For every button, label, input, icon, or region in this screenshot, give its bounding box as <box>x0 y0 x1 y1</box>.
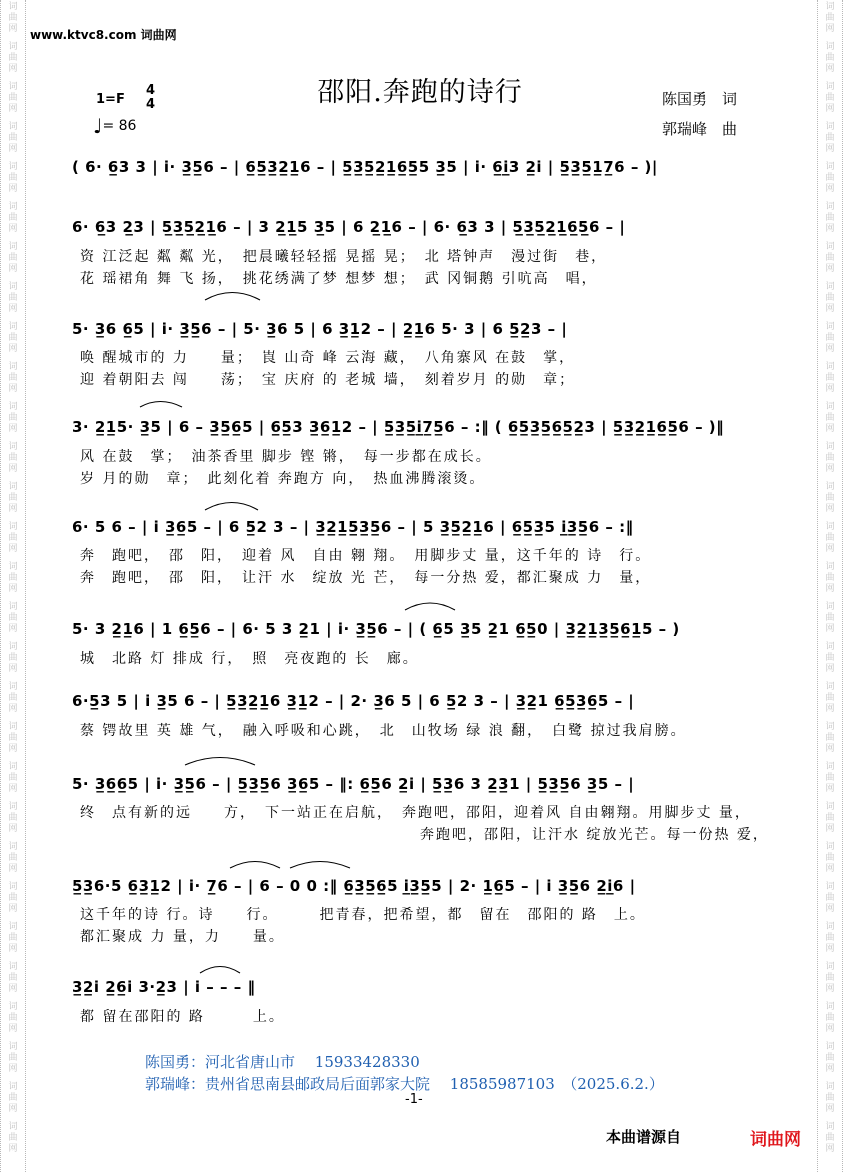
song-title: 邵阳.奔跑的诗行 <box>317 77 523 108</box>
lyric-line-11: 终 点有新的远 方， 下一站正在启航， 奔跑吧，邵阳，迎着风 自由翱翔。用脚步丈 量， <box>80 805 751 821</box>
score-line-9: 5̲3̲6·5 6̲3̲1̲2 | i· 7̲6 – | 6 – 0 0 :‖ 6̲3̲5̲6̲5 i̲3̲5̲5 | 2· 1̲6̲5 – | i 3̲5̲6 2̲i̲6 | <box>72 877 636 895</box>
lyricist-credit: 陈国勇 词 <box>662 90 738 108</box>
watermark-text: 词 曲 网 <box>8 2 18 34</box>
lyric-line-12: 奔跑吧，邵阳，让汗水 绽放光芒。每一份热 爱， <box>420 827 769 843</box>
watermark-text: 词 曲 网 <box>825 882 835 914</box>
watermark-text: 词 曲 网 <box>8 322 18 354</box>
watermark-text: 词 曲 网 <box>825 202 835 234</box>
watermark-text: 词 曲 网 <box>825 562 835 594</box>
watermark-text: 词 曲 网 <box>825 1042 835 1074</box>
watermark-text: 词 曲 网 <box>8 1002 18 1034</box>
watermark-text: 词 曲 网 <box>8 802 18 834</box>
watermark-text: 词 曲 网 <box>8 682 18 714</box>
watermark-text: 词 曲 网 <box>8 122 18 154</box>
watermark-text: 词 曲 网 <box>825 322 835 354</box>
source-label: 本曲谱源自 <box>606 1128 682 1146</box>
watermark-text: 词 曲 网 <box>8 82 18 114</box>
watermark-text: 词 曲 网 <box>825 42 835 74</box>
watermark-text: 词 曲 网 <box>8 162 18 194</box>
watermark-text: 词 曲 网 <box>8 42 18 74</box>
watermark-text: 词 曲 网 <box>8 282 18 314</box>
watermark-text: 词 曲 网 <box>825 962 835 994</box>
watermark-text: 词 曲 网 <box>825 642 835 674</box>
site-url[interactable]: www.ktvc8.com 词曲网 <box>30 28 177 42</box>
watermark-text: 词 曲 网 <box>8 602 18 634</box>
watermark-text: 词 曲 网 <box>8 362 18 394</box>
watermark-text: 词 曲 网 <box>825 482 835 514</box>
meter-top: 4 <box>146 83 156 98</box>
watermark-text: 词 曲 网 <box>825 1082 835 1114</box>
watermark-text: 词 曲 网 <box>825 922 835 954</box>
watermark-text: 词 曲 网 <box>825 1122 835 1154</box>
watermark-text: 词 曲 网 <box>8 522 18 554</box>
watermark-text: 词 曲 网 <box>825 842 835 874</box>
watermark-text: 词 曲 网 <box>8 402 18 434</box>
lyric-line-10: 蔡 锷故里 英 雄 气， 融入呼吸和心跳， 北 山牧场 绿 浪 翻， 白鹭 掠过我肩膀。 <box>80 723 687 739</box>
lyric-line-14: 都汇聚成 力 量，力 量。 <box>80 929 285 945</box>
lyric-line-6: 岁 月的勋 章； 此刻化着 奔跑方 向， 热血沸腾滚烫。 <box>80 471 486 487</box>
watermark-text: 词 曲 网 <box>825 522 835 554</box>
lyric-line-5: 风 在鼓 掌； 油茶香里 脚步 铿 锵， 每一步都在成长。 <box>80 449 492 465</box>
watermark-text: 词 曲 网 <box>8 1082 18 1114</box>
watermark-text: 词 曲 网 <box>8 242 18 274</box>
tempo-value: = 86 <box>102 118 137 134</box>
watermark-text: 词 曲 网 <box>825 802 835 834</box>
watermark-text: 词 曲 网 <box>825 162 835 194</box>
composer-credit: 郭瑞峰 曲 <box>662 120 738 138</box>
score-line-4: 3· 2̲1̲5· 3̲5 | 6 – 3̲5̲6̲5 | 6̲5̲3 3̲6̲1̲2 – | 5̲3̲5̲i̲7̲5̲6 – :‖ ( 6̲5̲3̲5̲6̲5̲2̲3 | 5̲3̲2̲1̲6̲5̲6 – )‖ <box>72 418 725 436</box>
lyric-line-4: 迎 着朝阳去 闯 荡； 宝 庆府 的 老城 墙， 刻着岁月 的勋 章； <box>80 372 576 388</box>
lyric-line-2: 花 瑶裙角 舞 飞 扬， 挑花绣满了梦 想梦 想； 武 冈铜鹅 引吭高 唱， <box>80 271 598 287</box>
score-line-2: 6· 6̲3 2̲3 | 5̲3̲5̲2̲1̲6 – | 3 2̲1̲5 3̲5 | 6 2̲1̲6 – | 6· 6̲3 3 | 5̲3̲5̲2̲1̲6̲5̲6 – | <box>72 218 626 236</box>
lyricist-contact: 陈国勇：河北省唐山市 15933428330 <box>145 1053 420 1071</box>
watermark-text: 词 曲 网 <box>8 482 18 514</box>
page-number: -1- <box>405 1092 423 1107</box>
watermark-text: 词 曲 网 <box>8 1122 18 1154</box>
score-line-1: ( 6· 6̲3 3 | i· 3̲5̲6 – | 6̲5̲3̲2̲1̲6 – | 5̲3̲5̲2̲1̲6̲5̲5 3̲5 | i· 6̲i̲3 2̲i | 5̲3̲5̲1̲7̲6 – )| <box>72 158 658 176</box>
lyric-line-13: 这千年的诗 行。诗 行。 把青春，把希望，都 留在 邵阳的 路 上。 <box>80 907 646 923</box>
watermark-text: 词 曲 网 <box>825 402 835 434</box>
watermark-text: 词 曲 网 <box>825 282 835 314</box>
watermark-text: 词 曲 网 <box>825 602 835 634</box>
watermark-text: 词 曲 网 <box>8 442 18 474</box>
watermark-text: 词 曲 网 <box>825 722 835 754</box>
lyric-line-8: 奔 跑吧， 邵 阳， 让汗 水 绽放 光 芒， 每一分热 爱，都汇聚成 力 量， <box>80 570 652 586</box>
watermark-text: 词 曲 网 <box>825 762 835 794</box>
lyric-line-9: 城 北路 灯 排成 行， 照 亮夜跑的 长 廊。 <box>80 651 419 667</box>
watermark-text: 词 曲 网 <box>825 442 835 474</box>
lyric-line-3: 唤 醒城市的 力 量； 崀 山奇 峰 云海 藏， 八角寨风 在鼓 掌， <box>80 350 576 366</box>
watermark-text: 词 曲 网 <box>825 122 835 154</box>
watermark-text: 词 曲 网 <box>8 722 18 754</box>
score-line-8: 5· 3̲6̲6̲5 | i· 3̲5̲6 – | 5̲3̲5̲6 3̲6̲5 – ‖: 6̲5̲6 2̲i | 5̲3̲6 3 2̲3̲1 | 5̲3̲5̲6 3̲5 – | <box>72 775 635 793</box>
watermark-text: 词 曲 网 <box>825 82 835 114</box>
score-line-7: 6·5̲3 5 | i 3̲5 6 – | 5̲3̲2̲1̲6 3̲1̲2 – | 2· 3̲6 5 | 6 5̲2 3 – | 3̲2̲1 6̲5̲3̲6̲5 – | <box>72 692 635 710</box>
watermark-text: 词 曲 网 <box>825 2 835 34</box>
score-line-3: 5· 3̲6 6̲5 | i· 3̲5̲6 – | 5· 3̲6 5 | 6 3̲1̲2 – | 2̲1̲6 5· 3 | 6 5̲2̲3 – | <box>72 320 568 338</box>
score-line-6: 5· 3 2̲1̲6 | 1 6̲5̲6 – | 6· 5 3 2̲1 | i· 3̲5̲6 – | ( 6̲5 3̲5 2̲1 6̲5̲0 | 3̲2̲1̲3̲5̲6̲1̲5 – ) <box>72 620 680 638</box>
lyric-line-1: 资 江泛起 粼 粼 光， 把晨曦轻轻摇 晃摇 晃； 北 塔钟声 漫过街 巷， <box>80 249 608 265</box>
lyric-line-7: 奔 跑吧， 邵 阳， 迎着 风 自由 翱 翔。 用脚步丈 量，这千年的 诗 行。 <box>80 548 652 564</box>
watermark-text: 词 曲 网 <box>8 562 18 594</box>
watermark-text: 词 曲 网 <box>825 362 835 394</box>
watermark-text: 词 曲 网 <box>8 962 18 994</box>
watermark-text: 词 曲 网 <box>825 242 835 274</box>
watermark-text: 词 曲 网 <box>825 682 835 714</box>
source-brand-link[interactable]: 词曲网 <box>750 1130 801 1150</box>
meter-bottom: 4 <box>146 97 156 112</box>
lyric-line-15: 都 留在邵阳的 路 上。 <box>80 1009 285 1025</box>
watermark-text: 词 曲 网 <box>8 762 18 794</box>
score-line-10: 3̲2̲i 2̲6̲i 3·2̲3 | i – – – ‖ <box>72 978 256 996</box>
watermark-text: 词 曲 网 <box>825 1002 835 1034</box>
watermark-text: 词 曲 网 <box>8 1042 18 1074</box>
key-signature: 1=F <box>96 92 125 107</box>
quarter-note-icon: ♩ <box>93 114 103 138</box>
watermark-text: 词 曲 网 <box>8 202 18 234</box>
composer-contact: 郭瑞峰：贵州省思南县邮政局后面郭家大院 18585987103 （2025.6.2.） <box>145 1075 664 1093</box>
watermark-text: 词 曲 网 <box>8 842 18 874</box>
watermark-text: 词 曲 网 <box>8 922 18 954</box>
watermark-text: 词 曲 网 <box>8 882 18 914</box>
score-line-5: 6· 5 6 – | i 3̲6̲5 – | 6 5̲2 3 – | 3̲2̲1̲5̲3̲5̲6 – | 5 3̲5̲2̲1̲6 | 6̲5̲3̲5 i̲3̲5̲6 – :‖ <box>72 518 634 536</box>
watermark-text: 词 曲 网 <box>8 642 18 674</box>
